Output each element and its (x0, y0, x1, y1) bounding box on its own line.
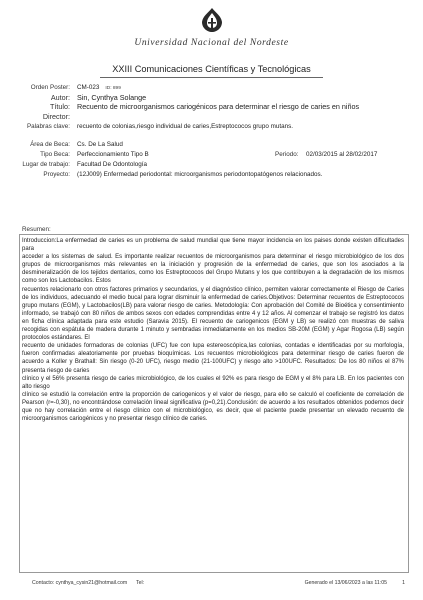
palabras-clave-label: Palabras clave: (26, 122, 70, 130)
area-beca-value: Cs. De La Salud (77, 141, 123, 149)
resumen-label: Resumen: (22, 226, 51, 233)
palabras-clave-value: recuento de colonias,riesgo individual de caries,Estreptococos grupo mutans. (77, 122, 293, 130)
page-footer (32, 580, 405, 590)
resumen-paragraph: Introduccion:La enfermedad de caries es un problema de salud mundial que tiene mayor incidencia en los paises donde existen dificultades para (22, 238, 404, 253)
area-beca-label: Área de Beca: (30, 141, 70, 149)
autor-label: Autor: (50, 92, 70, 102)
orden-poster-value: CM-023 ID: 899 (77, 84, 121, 91)
director-label: Director: (42, 112, 70, 122)
meta-row-lugar-trabajo (0, 160, 423, 170)
tipo-beca-value: Perfeccionamiento Tipo B (77, 151, 149, 159)
meta-row-palabras-clave (0, 122, 423, 132)
meta-row-proyecto (0, 170, 423, 180)
lugar-trabajo-value: Facultad De Odontología (77, 160, 148, 168)
meta-row-titulo (0, 102, 423, 112)
metadata-section (0, 83, 423, 179)
meta-row-area-beca (0, 140, 423, 150)
lugar-trabajo-label: Lugar de trabajo: (22, 160, 70, 168)
proyecto-value: (12J009) Enfermedad periodontal: microorganismos periodontopatógenos relacionados. (77, 170, 323, 178)
conference-title: XXIII Comunicaciones Científicas y Tecnológicas (112, 64, 311, 74)
titulo-value: Recuento de microorganismos cariogénicos para determinar el riesgo de caries en niños (77, 102, 360, 112)
footer-tel: Tel: (136, 580, 145, 586)
titulo-label: Título: (50, 102, 70, 112)
meta-row-autor (0, 93, 423, 103)
university-name: Universidad Nacional del Nordeste (134, 38, 289, 48)
periodo-value: 02/03/2015 al 28/02/2017 (306, 151, 378, 159)
orden-poster-label: Orden Poster: (30, 84, 70, 91)
resumen-paragraph: clínico se estudió la correlación entre la proporción de cariogenicos y el valor de riesgo, para ello se calculó el coeficiente de correlación de Pearson (r=-0,30), no encontrándose correlación lineal significativa (p=0,21).Conclusión: de acuerdo a los resultados obtenidos podemos decir que no hay correlación entre el riesgo clínico con el microbiológico, es decir, que el paciente puede presentar un elevado recuento de microorganismos cariogénicos y no presentar riesgo clínico de caries. (22, 391, 404, 423)
autor-value: Sin, Cynthya Solange (77, 92, 147, 102)
periodo-label: Periodo: (275, 151, 299, 159)
footer-generated: Generado el 13/06/2023 a las 11:05 (304, 580, 387, 586)
meta-row-director (0, 112, 423, 122)
resumen-paragraph: recuentos relacionarlo con otros factores primarios y secundarios, y el diagnóstico clínico, permiten valorar correctamente el Riesgo de Caries de los individuos, adecuando el medio bucal para lograr disminuir la enfermedad de caries.Objetivos: Determinar recuentos de Estreptococos grupo mutans (EGM), y Lactobacilos(LB) para valorar riesgo de caries. Metodología: Con aprobación del Comité de Bioética y consentimiento informado, se trabajó con 80 niños de ambos sexos con edades comprendidas entre 4 y 12 años. Al comenzar el trabajo se registró los datos en ficha clínica adaptada para este estudio (Saravia 2015). El recuento de cariogenicos (EGM y LB) se realizó con muestras de saliva recogidas con espátula de madera durante 1 minuto y sembradas inmediatamente en los medios SB-20M (EGM) y Agar Rogosa (LB) según protocolos estándares. El (22, 286, 404, 342)
meta-row-orden-poster (0, 83, 423, 93)
footer-page-number: 1 (402, 580, 405, 586)
tipo-beca-label: Tipo Beca: (40, 151, 70, 159)
resumen-paragraph: recuento de unidades formadoras de colonias (UFC) fue con lupa estereoscópica,las colonias, contadas e identificadas por su morfología, fueron confirmadas aleatoriamente por pruebas bioquímicas. Los recuentos microbiológicos para determinar riesgo de caries fueron de acuerdo a Koller y Brathall: Sin riesgo (0-20 UFC), riesgo medio (21-100UFC) y riesgo alto >100UFC. Resultados: De los 80 niños el 87% presenta riesgo de caries (22, 343, 404, 374)
university-emblem-icon (197, 6, 227, 34)
resumen-paragraph: clínico y el 56% presenta riesgo de caries microbiológico, de los cuales el 92% es para riesgo de EGM y el 8% para LB. En los pacientes con alto riesgo (22, 375, 404, 390)
university-logo (0, 6, 423, 39)
meta-row-tipo-beca (0, 150, 423, 160)
resumen-paragraph: acceder a los sistemas de salud. Es importante realizar recuentos de microorganismos para determinar el riesgo microbiológico de los dos grupos de microorganismos más relevantes en la iniciación y progresión de la enfermedad de caries, que son los asociados a la desmineralización de los tejidos dentarios, como los Estreptococos del Grupo Mutans y los que contribuyen a la degradación de los mismos como son los Lactobacilos. Estos (22, 254, 404, 285)
footer-contact: Contacto: cynthya_cysin21@hotmail.com (32, 580, 128, 586)
title-divider (100, 77, 323, 78)
poster-id: ID: 899 (105, 86, 121, 91)
proyecto-label: Proyecto: (43, 170, 70, 178)
resumen-text (22, 237, 404, 423)
